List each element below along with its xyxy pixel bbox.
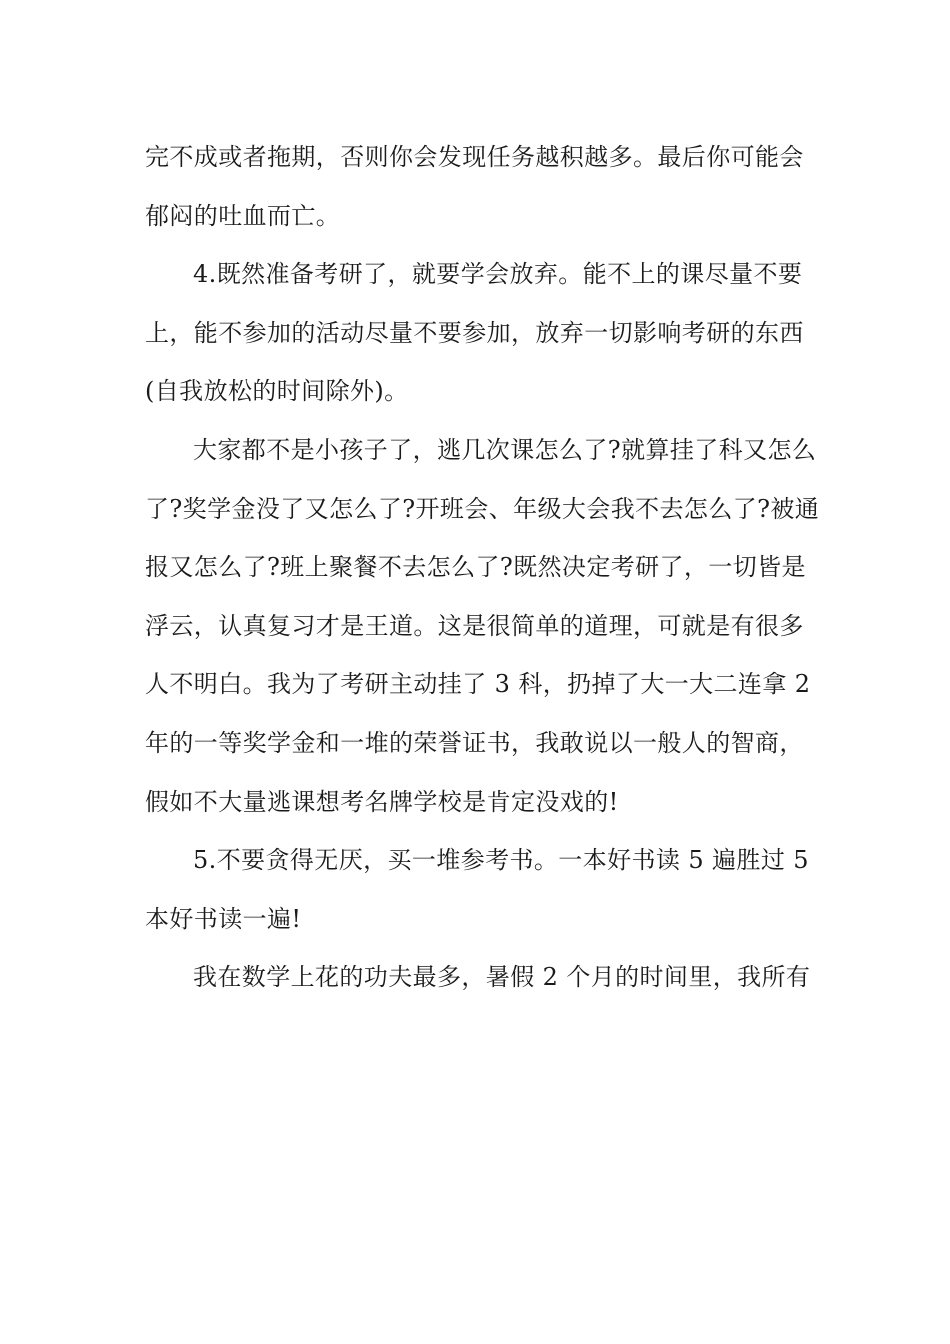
text-line: 郁闷的吐血而亡。: [145, 201, 341, 230]
text-line: 上，能不参加的活动尽量不要参加，放弃一切影响考研的东西: [145, 318, 804, 347]
text-line: 报又怎么了?班上聚餐不去怎么了?既然决定考研了，一切皆是: [145, 553, 806, 582]
text-line: 年的一等奖学金和一堆的荣誉证书，我敢说以一般人的智商，: [145, 728, 804, 757]
text-line: 本好书读一遍!: [145, 904, 302, 933]
text-line: (自我放松的时间除外)。: [145, 377, 409, 406]
text-line: 大家都不是小孩子了，逃几次课怎么了?就算挂了科又怎么: [193, 435, 817, 464]
text-line: 完不成或者拖期，否则你会发现任务越积越多。最后你可能会: [145, 143, 804, 171]
text-line: 人不明白。我为了考研主动挂了 3 科，扔掉了大一大二连拿 2: [145, 670, 811, 699]
text-line: 浮云，认真复习才是王道。这是很简单的道理，可就是有很多: [145, 611, 804, 640]
text-line: 了?奖学金没了又怎么了?开班会、年级大会我不去怎么了?被通: [145, 494, 820, 523]
text-line: 我在数学上花的功夫最多，暑假 2 个月的时间里，我所有: [193, 963, 811, 992]
document-body: [145, 128, 820, 1007]
text-line: 4.既然准备考研了，就要学会放弃。能不上的课尽量不要: [193, 260, 803, 289]
text-line: 假如不大量逃课想考名牌学校是肯定没戏的!: [145, 787, 619, 816]
text-line: 5.不要贪得无厌，买一堆参考书。一本好书读 5 遍胜过 5: [193, 846, 809, 875]
